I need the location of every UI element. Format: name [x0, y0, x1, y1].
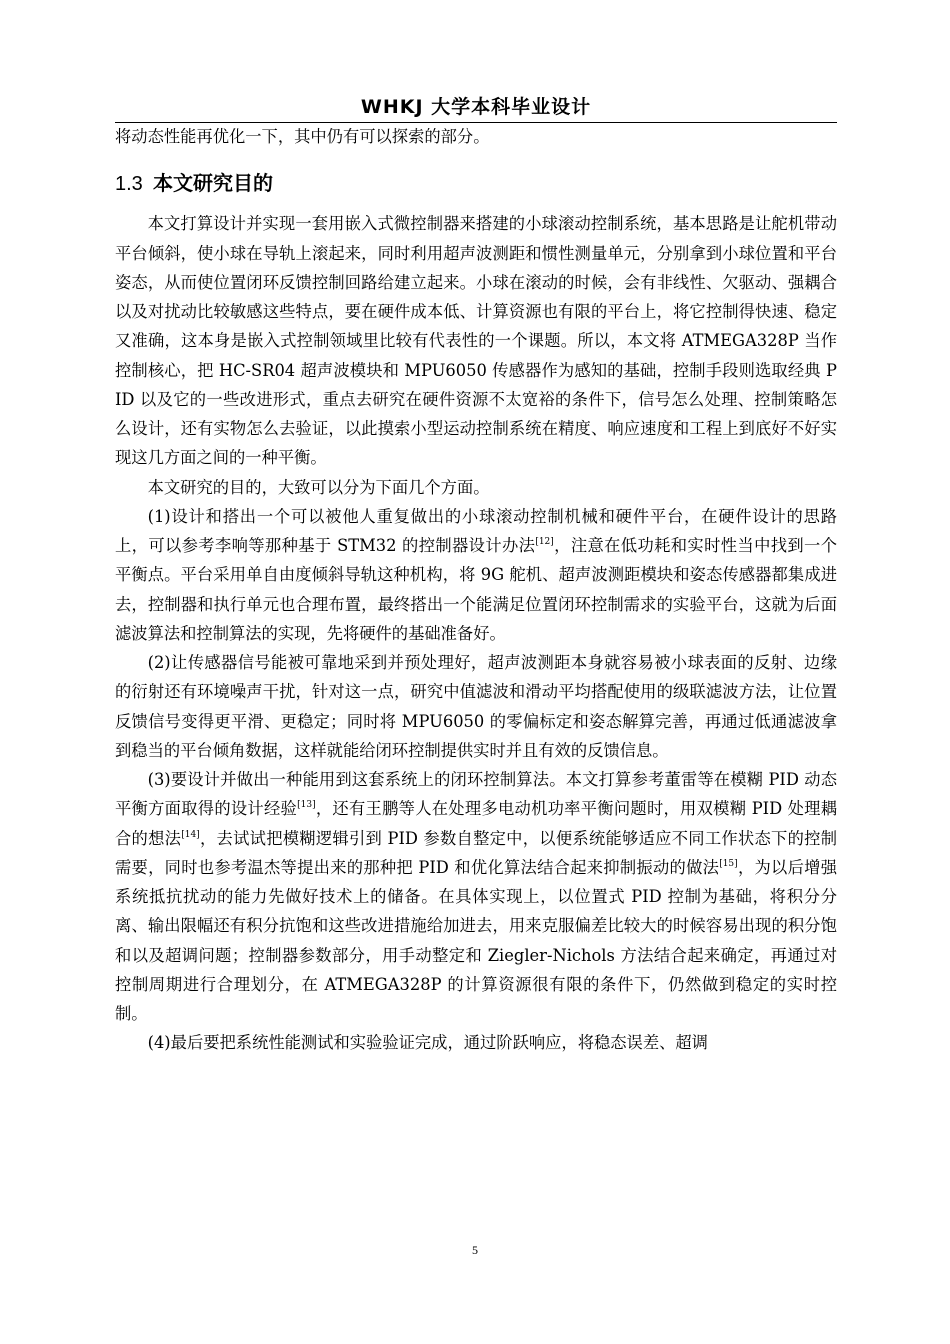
header-title: WHKJ 大学本科毕业设计	[360, 96, 592, 118]
citation-13[interactable]: [13]	[297, 800, 316, 811]
paragraph-aims-intro: 本文研究的目的，大致可以分为下面几个方面。	[147, 477, 490, 497]
paragraph-aim-3	[115, 765, 837, 1028]
citation-15[interactable]: [15]	[719, 858, 738, 869]
citation-14[interactable]: [14]	[181, 829, 200, 840]
aim-3-text-a: (3)要设计并做出一种能用到这套系统上的闭环控制算法。本文打算参考董雷等在模糊 PID 动态平衡方面取得的设计经验	[115, 770, 837, 819]
continued-paragraph: 将动态性能再优化一下，其中仍有可以探索的部分。	[115, 127, 490, 146]
paragraph-aim-4: (4)最后要把系统性能测试和实验验证完成，通过阶跃响应，将稳态误差、超调	[147, 1033, 708, 1053]
aim-3-text-d: ，为以后增强系统抵抗扰动的能力先做好技术上的储备。在具体实现上，以位置式 PID 控制为基础，将积分分离、输出限幅还有积分抗饱和这些改进措施给加进去，用来克服偏差比较大的时候容易出现的积分饱和以及超调问题；控制器参数部分，用手动整定和 Ziegler-Nichols 方法结合起来确定，再通过对控制周期进行合理划分，在 ATMEGA328P 的计算资源很有限的条件下，仍然做到稳定的实时控制。	[115, 857, 837, 1023]
paragraph-overview: 本文打算设计并实现一套用嵌入式微控制器来搭建的小球滚动控制系统，基本思路是让舵机带动平台倾斜，使小球在导轨上滚起来，同时利用超声波测距和惯性测量单元，分别拿到小球位置和平台姿态，从而使位置闭环反馈控制回路给建立起来。小球在滚动的时候，会有非线性、欠驱动、强耦合以及对扰动比较敏感这些特点，要在硬件成本低、计算资源也有限的平台上，将它控制得快速、稳定又准确，这本身是嵌入式控制领域里比较有代表性的一个课题。所以，本文将 ATMEGA328P 当作控制核心，把 HC-SR04 超声波模块和 MPU6050 传感器作为感知的基础，控制手段则选取经典 PID 以及它的一些改进形式，重点去研究在硬件资源不太宽裕的条件下，信号怎么处理、控制策略怎么设计，还有实物怎么去验证，以此摸索小型运动控制系统在精度、响应速度和工程上到底好不好实现这几方面之间的一种平衡。	[115, 214, 837, 468]
paragraph-aim-2: (2)让传感器信号能被可靠地采到并预处理好，超声波测距本身就容易被小球表面的反射、边缘的衍射还有环境噪声干扰，针对这一点，研究中值滤波和滑动平均搭配使用的级联滤波方法，让位置反馈信号变得更平滑、更稳定；同时将 MPU6050 的零偏标定和姿态解算完善，再通过低通滤波拿到稳当的平台倾角数据，这样就能给闭环控制提供实时并且有效的反馈信息。	[115, 653, 837, 760]
aim-3-text-c: ，去试试把模糊逻辑引到 PID 参数自整定中，以便系统能够适应不同工作状态下的控制需要，同时也参考温杰等提出来的那种把 PID 和优化算法结合起来抑制振动的做法	[115, 828, 837, 877]
page-number: 5	[472, 1243, 478, 1257]
page-body	[115, 122, 837, 1058]
aim-1-text-a: (1)设计和搭出一个可以被他人重复做出的小球滚动控制机械和硬件平台，在硬件设计的思路上，可以参考李响等那种基于 STM32 的控制器设计办法	[115, 506, 837, 555]
section-number: 1.3	[115, 173, 143, 196]
section-title: 本文研究目的	[153, 171, 273, 196]
aim-1-text-b: ，注意在低功耗和实时性当中找到一个平衡点。平台采用单自由度倾斜导轨这种机构，将 9G 舵机、超声波测距模块和姿态传感器都集成进去，控制器和执行单元也合理布置，最终搭出一个能满足位置闭环控制需求的实验平台，这就为后面滤波算法和控制算法的实现，先将硬件的基础准备好。	[115, 536, 837, 643]
page-header	[115, 92, 837, 123]
section-heading	[115, 167, 837, 199]
citation-12[interactable]: [12]	[535, 537, 554, 547]
aim-3-text-b: ，还有王鹏等人在处理多电动机功率平衡问题时，用双模糊 PID 处理耦合的想法	[115, 799, 837, 848]
paragraph-aim-1	[115, 502, 837, 648]
